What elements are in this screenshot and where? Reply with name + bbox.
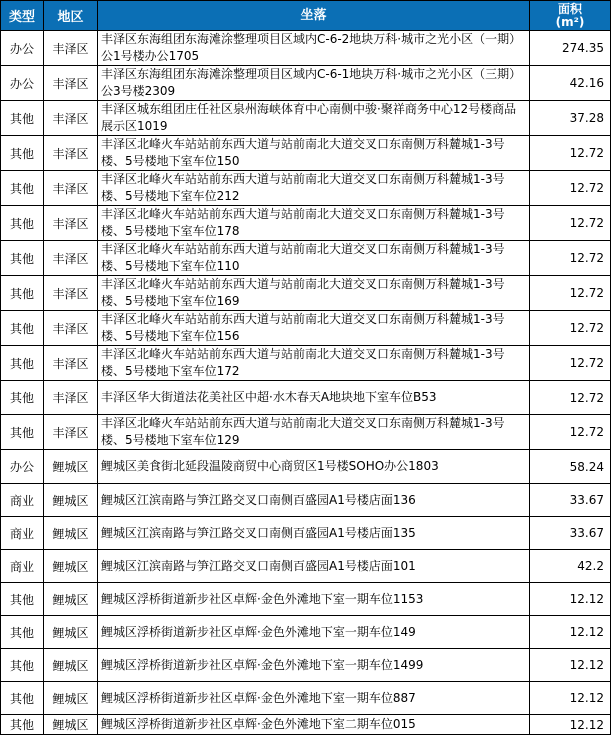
cell-area: 12.72 [530,381,611,415]
cell-district: 鲤城区 [44,484,98,517]
location-text: 鲤城区浮桥街道新步社区卓辉·金色外滩地下室一期车位1153 [101,591,424,606]
cell-type: 其他 [1,136,44,171]
cell-district: 鲤城区 [44,583,98,616]
cell-district: 鲤城区 [44,682,98,715]
cell-district: 鲤城区 [44,616,98,649]
table-row [1,415,611,450]
cell-area: 12.72 [530,415,611,450]
cell-location [98,101,530,136]
cell-area: 12.72 [530,206,611,241]
cell-district: 丰泽区 [44,206,98,241]
cell-district: 鲤城区 [44,517,98,550]
cell-location [98,276,530,311]
cell-area: 12.12 [530,682,611,715]
table-row [1,517,611,550]
cell-district: 丰泽区 [44,415,98,450]
cell-area: 12.12 [530,649,611,682]
cell-area: 12.12 [530,715,611,735]
cell-district: 丰泽区 [44,136,98,171]
cell-type: 其他 [1,715,44,735]
cell-location [98,517,530,550]
table-row [1,136,611,171]
cell-type: 其他 [1,682,44,715]
cell-type: 商业 [1,517,44,550]
header-type: 类型 [1,1,44,31]
location-text: 丰泽区北峰火车站站前东西大道与站前南北大道交叉口东南侧万科麓城1-3号楼、5号楼地下室车位150 [101,137,505,168]
cell-area: 37.28 [530,101,611,136]
cell-district: 丰泽区 [44,101,98,136]
table-row [1,101,611,136]
table-row [1,206,611,241]
cell-type: 其他 [1,276,44,311]
cell-location [98,241,530,276]
cell-area: 33.67 [530,484,611,517]
cell-type: 其他 [1,583,44,616]
cell-district: 丰泽区 [44,241,98,276]
cell-district: 丰泽区 [44,66,98,101]
cell-location [98,583,530,616]
table-row [1,550,611,583]
cell-area: 12.72 [530,136,611,171]
cell-area: 58.24 [530,450,611,484]
cell-location [98,311,530,346]
location-text: 丰泽区北峰火车站站前东西大道与站前南北大道交叉口东南侧万科麓城1-3号楼、5号楼地下室车位178 [101,207,505,238]
cell-district: 鲤城区 [44,649,98,682]
cell-type: 其他 [1,346,44,381]
location-text: 丰泽区东海组团东海滩涂整理项目区域内C-6-2地块万科·城市之光小区（一期）公1号楼办公1705 [101,32,522,63]
header-area-unit: (m²) [555,14,585,29]
cell-district: 鲤城区 [44,715,98,735]
cell-type: 办公 [1,450,44,484]
table-row [1,171,611,206]
cell-district: 鲤城区 [44,550,98,583]
location-text: 丰泽区城东组团庄任社区泉州海峡体育中心南侧中骏·聚祥商务中心12号楼商品展示区1019 [101,102,517,133]
table-row [1,31,611,66]
location-text: 鲤城区江滨南路与笋江路交叉口南侧百盛园A1号楼店面135 [101,525,416,540]
table-body [1,31,611,735]
cell-type: 其他 [1,101,44,136]
location-text: 鲤城区浮桥街道新步社区卓辉·金色外滩地下室一期车位149 [101,624,416,639]
cell-location [98,171,530,206]
cell-type: 其他 [1,171,44,206]
location-text: 鲤城区浮桥街道新步社区卓辉·金色外滩地下室一期车位1499 [101,657,424,672]
location-text: 丰泽区北峰火车站站前东西大道与站前南北大道交叉口东南侧万科麓城1-3号楼、5号楼地下室车位172 [101,347,505,378]
cell-area: 12.72 [530,311,611,346]
cell-location [98,66,530,101]
cell-type: 其他 [1,241,44,276]
cell-type: 办公 [1,31,44,66]
cell-area: 42.2 [530,550,611,583]
cell-area: 12.72 [530,346,611,381]
cell-district: 丰泽区 [44,276,98,311]
cell-type: 其他 [1,415,44,450]
cell-district: 丰泽区 [44,31,98,66]
cell-district: 丰泽区 [44,346,98,381]
location-text: 鲤城区美食街北延段温陵商贸中心商贸区1号楼SOHO办公1803 [101,459,439,473]
table-row [1,649,611,682]
cell-location [98,450,530,484]
table-row [1,276,611,311]
cell-area: 12.72 [530,276,611,311]
table-row [1,715,611,735]
table-row [1,346,611,381]
cell-location [98,484,530,517]
cell-type: 商业 [1,484,44,517]
location-text: 丰泽区北峰火车站站前东西大道与站前南北大道交叉口东南侧万科麓城1-3号楼、5号楼地下室车位110 [101,242,505,273]
table-row [1,682,611,715]
cell-district: 丰泽区 [44,381,98,415]
cell-area: 42.16 [530,66,611,101]
header-district: 地区 [44,1,98,31]
table-row [1,583,611,616]
cell-location [98,715,530,735]
location-text: 丰泽区东海组团东海滩涂整理项目区域内C-6-1地块万科·城市之光小区（三期）公3号楼2309 [101,67,522,98]
cell-location [98,616,530,649]
cell-type: 商业 [1,550,44,583]
location-text: 鲤城区浮桥街道新步社区卓辉·金色外滩地下室一期车位887 [101,690,416,705]
cell-location [98,550,530,583]
header-area [530,1,611,31]
location-text: 丰泽区华大街道法花美社区中超·水木春天A地块地下室车位B53 [101,390,437,404]
cell-area: 33.67 [530,517,611,550]
location-text: 丰泽区北峰火车站站前东西大道与站前南北大道交叉口东南侧万科麓城1-3号楼、5号楼地下室车位129 [101,416,505,447]
cell-location [98,136,530,171]
cell-type: 其他 [1,616,44,649]
cell-location [98,31,530,66]
table-row [1,381,611,415]
cell-district: 丰泽区 [44,171,98,206]
location-text: 丰泽区北峰火车站站前东西大道与站前南北大道交叉口东南侧万科麓城1-3号楼、5号楼地下室车位212 [101,172,505,203]
table-row [1,311,611,346]
table-row [1,484,611,517]
cell-location [98,682,530,715]
cell-district: 鲤城区 [44,450,98,484]
cell-type: 其他 [1,649,44,682]
cell-type: 办公 [1,66,44,101]
header-area-label: 面积 [557,1,582,16]
table-row [1,450,611,484]
location-text: 鲤城区浮桥街道新步社区卓辉·金色外滩地下室二期车位015 [101,717,416,731]
cell-location [98,206,530,241]
location-text: 丰泽区北峰火车站站前东西大道与站前南北大道交叉口东南侧万科麓城1-3号楼、5号楼地下室车位156 [101,312,505,343]
table-row [1,66,611,101]
cell-location [98,381,530,415]
cell-district: 丰泽区 [44,311,98,346]
table-header-row [1,1,611,31]
cell-type: 其他 [1,206,44,241]
cell-area: 12.12 [530,616,611,649]
cell-area: 274.35 [530,31,611,66]
location-text: 丰泽区北峰火车站站前东西大道与站前南北大道交叉口东南侧万科麓城1-3号楼、5号楼地下室车位169 [101,277,505,308]
cell-area: 12.12 [530,583,611,616]
table-row [1,241,611,276]
cell-location [98,346,530,381]
header-location: 坐落 [98,1,530,31]
cell-location [98,415,530,450]
table-row [1,616,611,649]
location-text: 鲤城区江滨南路与笋江路交叉口南侧百盛园A1号楼店面101 [101,558,416,573]
cell-type: 其他 [1,381,44,415]
cell-location [98,649,530,682]
cell-area: 12.72 [530,171,611,206]
cell-area: 12.72 [530,241,611,276]
location-text: 鲤城区江滨南路与笋江路交叉口南侧百盛园A1号楼店面136 [101,492,416,507]
cell-type: 其他 [1,311,44,346]
